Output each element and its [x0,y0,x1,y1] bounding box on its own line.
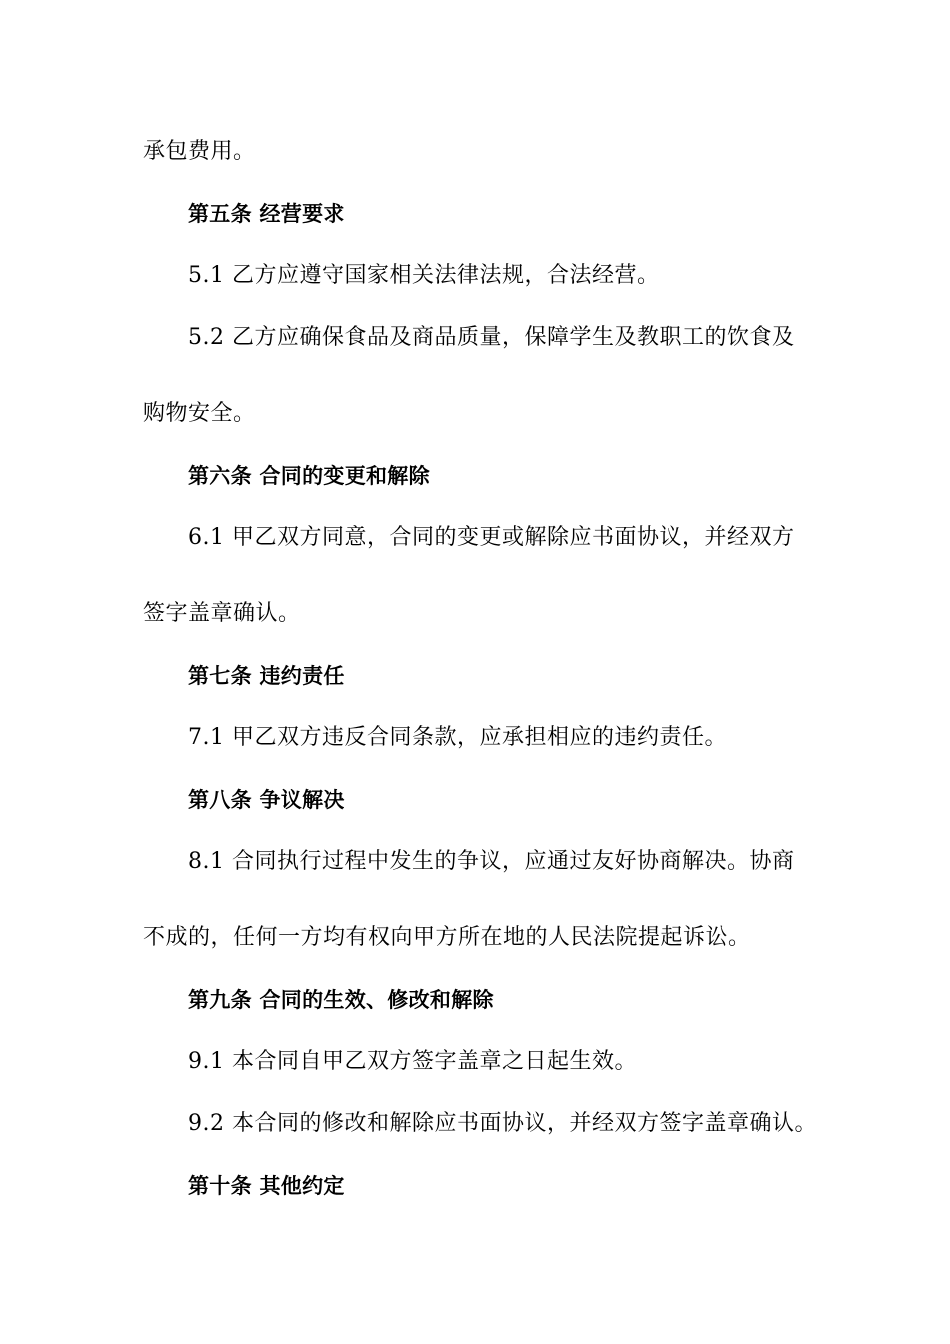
clause-7-1: 7.1 甲乙双方违反合同条款，应承担相应的违约责任。 [188,725,727,750]
clause-5-2: 5.2 乙方应确保食品及商品质量，保障学生及教职工的饮食及 [188,325,795,350]
clause-6-1: 6.1 甲乙双方同意，合同的变更或解除应书面协议，并经双方 [188,525,795,550]
clause-5-2-continuation: 购物安全。 [143,401,256,426]
clause-8-1: 8.1 合同执行过程中发生的争议，应通过友好协商解决。协商 [188,849,795,874]
paragraph-continuation: 承包费用。 [143,139,256,164]
clause-8-1-continuation: 不成的，任何一方均有权向甲方所在地的人民法院提起诉讼。 [143,925,751,950]
clause-9-2: 9.2 本合同的修改和解除应书面协议，并经双方签字盖章确认。 [188,1111,817,1136]
clause-9-1: 9.1 本合同自甲乙双方签字盖章之日起生效。 [188,1049,637,1074]
article-8-heading: 第八条 争议解决 [188,788,345,812]
clause-5-1: 5.1 乙方应遵守国家相关法律法规，合法经营。 [188,263,660,288]
article-5-heading: 第五条 经营要求 [188,202,345,226]
article-10-heading: 第十条 其他约定 [188,1174,345,1198]
clause-6-1-continuation: 签字盖章确认。 [143,601,301,626]
article-7-heading: 第七条 违约责任 [188,664,345,688]
article-9-heading: 第九条 合同的生效、修改和解除 [188,988,494,1012]
article-6-heading: 第六条 合同的变更和解除 [188,464,430,488]
